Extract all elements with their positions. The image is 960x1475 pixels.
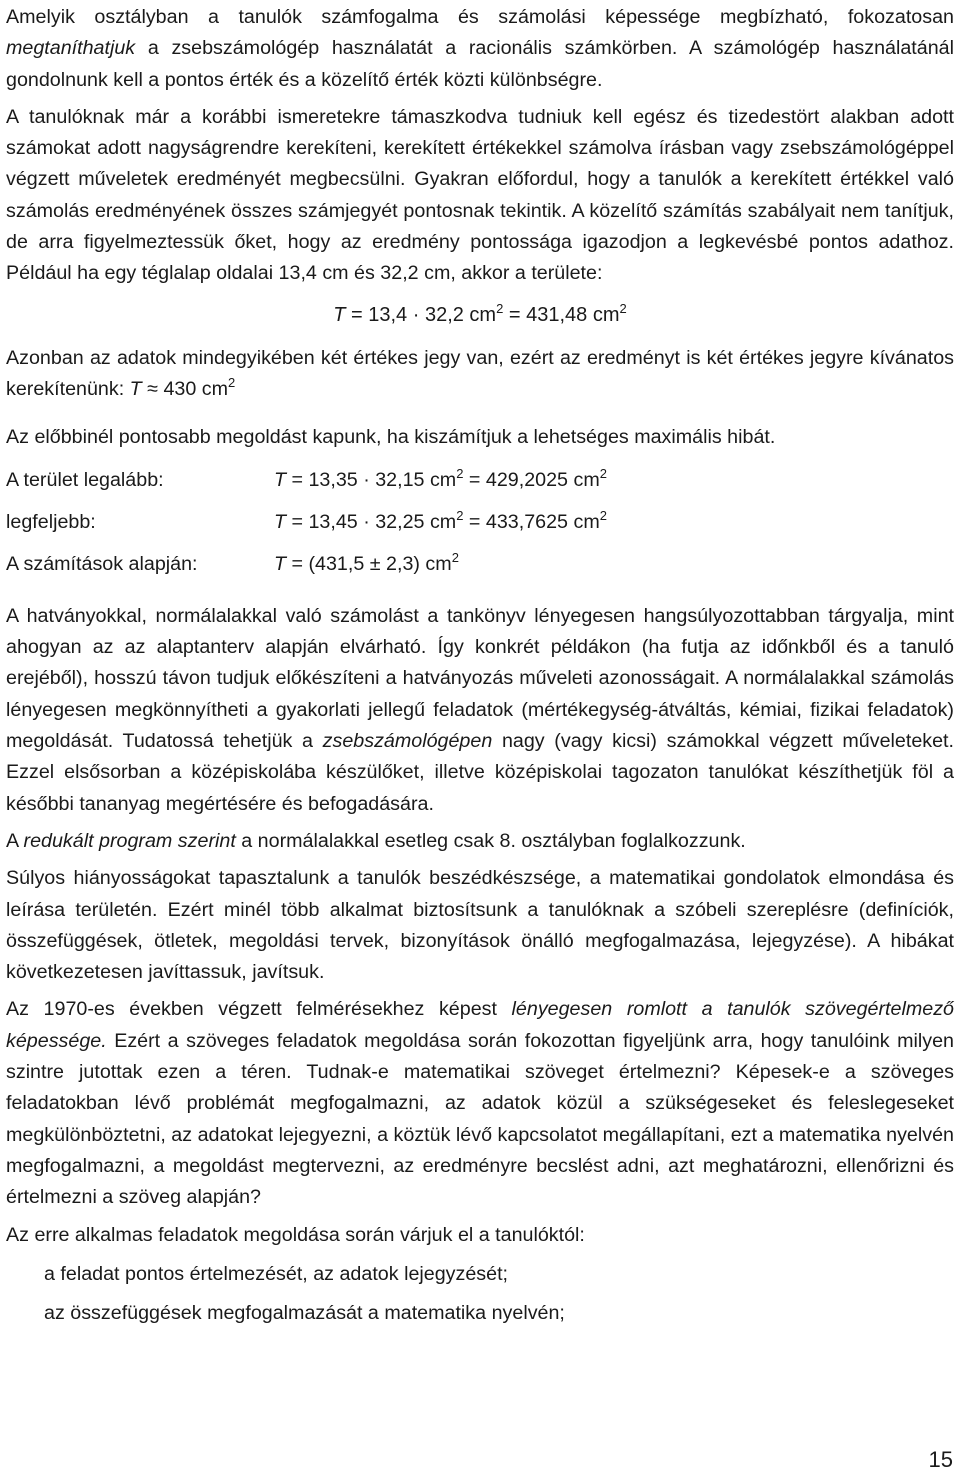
exponent: 2 [456, 507, 464, 523]
text: nagy (vagy kicsi) számokkal végzett műveleteket. Ezzel elsősorban a középiskolába készülőket, illetve középiskolai tagozaton tanulókat készíthetjük föl a későbbi tananyag megértésére és befogadására. [6, 730, 954, 815]
formula-var: T [333, 303, 346, 326]
calc-label: legfeljebb: [6, 510, 96, 533]
text: A hatványokkal, normálalakkal való számolást a tankönyv lényegesen hangsúlyozottabban tárgyalja, mint ahogyan az az alaptanterv alapján elvárható. Így konkrét példákon (ha futja az időnkből és a tanuló erejéből), hosszú távon tudjuk előkészíteni a hatványozás műveleti azonosságait. A normálalakkal számolás lényegesen megkönnyítheti a gyakorlati jellegű feladatok (mértékegység-átváltás, kémiai, fizikai feladatok) megoldását. Tudatossá tehetjük a [6, 604, 954, 753]
emphasis: lényegesen romlott a tanulók szövegértelmező képessége. [6, 998, 954, 1052]
paragraph-6 [6, 826, 954, 857]
formula-var: T [274, 468, 287, 491]
paragraph-3 [6, 343, 954, 406]
emphasis: redukált program szerint [23, 829, 236, 852]
text: Az előbbinél pontosabb megoldást kapunk, ha kiszámítjuk a lehetséges maximális hibát. [6, 425, 776, 448]
text: A tanulóknak már a korábbi ismeretekre támaszkodva tudniuk kell egész és tizedestört alakban adott számokat adott nagyságrendre kerekíteni, kerekített értékekkel számolva írásban vagy zsebszámológéppel végzett műveletek eredményét megbecsülni. Gyakran előfordul, hogy a tanulók a kerekített értékkel való számolás eredményének összes számjegyét pontosnak tekintik. A közelítő számítás szabályait nem tanítjuk, de arra figyelmeztessük őket, hogy az eredmény pontossága igazodjon a legkevésbé pontos adathoz. Például ha egy téglalap oldalai 13,4 cm és 32,2 cm, akkor a területe: [6, 105, 954, 285]
paragraph-2 [6, 102, 954, 290]
text: a normálalakkal esetleg csak 8. osztályban foglalkozzunk. [235, 829, 746, 852]
text: Súlyos hiányosságokat tapasztalunk a tanulók beszédkészsége, a matematikai gondolatok elmondása és leírása területén. Ezért minél több alkalmat biztosítsunk a tanulóknak a szóbeli szereplésre (definíciók, összefüggések, ötletek, megoldási tervek, bizonyítások önálló megfogalmazása, lejegyzése). A hibákat következetesen javíttassuk, javítsuk. [6, 867, 954, 984]
calc-row [6, 465, 954, 495]
exponent: 2 [451, 549, 459, 565]
formula-text: = 13,45 · 32,25 cm [286, 510, 457, 533]
text: Az 1970-es években végzett felmérésekhez képest [6, 998, 512, 1021]
exponent: 2 [456, 465, 464, 481]
paragraph-7 [6, 863, 954, 988]
text: Az erre alkalmas feladatok megoldása során várjuk el a tanulóktól: [6, 1223, 585, 1246]
page-number: 15 [928, 1447, 953, 1472]
calc-row [6, 507, 954, 537]
calculation-block [6, 465, 954, 579]
calc-value [274, 465, 607, 496]
expectation-list [6, 1259, 954, 1330]
calc-label: A terület legalább: [6, 468, 164, 491]
exponent: 2 [599, 507, 607, 523]
exponent: 2 [619, 300, 627, 316]
formula-text: = 429,2025 cm [463, 468, 600, 491]
formula-text: = 431,48 cm [503, 303, 620, 326]
exponent: 2 [496, 300, 504, 316]
list-item: az összefüggések megfogalmazását a matematika nyelvén; [44, 1302, 565, 1325]
paragraph-9 [6, 1220, 954, 1251]
paragraph-5 [6, 601, 954, 820]
text: Ezért a szöveges feladatok megoldása során fokozottan figyeljünk arra, hogy tanulóink milyen szintre jutottak ezen a téren. Tudnak-e matematikai szöveget értelmezni? Képesek-e a szöveges feladatokban lévő problémát megfogalmazni, az adatok közül a szükségeseket és feleslegeseket megkülönböztetni, az adatokat lejegyezni, a köztük lévő kapcsolatot megállapítani, ezt a matematika nyelvén megfogalmazni, a megoldást megtervezni, az eredményre becslést adni, azt meghatározni, ellenőrizni és értelmezni a szöveg alapján? [6, 1029, 954, 1209]
calc-label: A számítások alapján: [6, 552, 198, 575]
text: A [6, 829, 24, 852]
emphasis: zsebszámológépen [322, 730, 493, 753]
emphasis: megtaníthatjuk [6, 37, 136, 60]
paragraph-8 [6, 994, 954, 1213]
formula-var: T [129, 378, 142, 401]
list-item: a feladat pontos értelmezését, az adatok lejegyzését; [44, 1262, 509, 1285]
formula-var: T [274, 510, 287, 533]
calc-row [6, 549, 954, 579]
formula-area [6, 300, 954, 331]
formula-text: = 13,4 · 32,2 cm [345, 303, 497, 326]
text: Azonban az adatok mindegyikében két értékes jegy van, ezért az eredményt is két értékes jegyre kívánatos kerekítenünk: [6, 346, 954, 401]
calc-value [274, 549, 459, 580]
calc-value [274, 507, 607, 538]
exponent: 2 [228, 375, 236, 391]
formula-text: = (431,5 ± 2,3) cm [286, 552, 452, 575]
text: Amelyik osztályban a tanulók számfogalma és számolási képessége megbízható, fokozatosan [6, 6, 954, 28]
text: a zsebszámológép használatát a racionális számkörben. A számológép használatánál gondolnunk kell a pontos érték és a közelítő érték közti különbségre. [6, 37, 954, 91]
formula-var: T [274, 552, 287, 575]
formula-text: = 13,35 · 32,15 cm [286, 468, 457, 491]
exponent: 2 [599, 465, 607, 481]
formula-text: = 433,7625 cm [463, 510, 600, 533]
paragraph-1 [6, 2, 954, 96]
text: ≈ 430 cm [141, 378, 229, 401]
paragraph-4 [6, 422, 954, 453]
